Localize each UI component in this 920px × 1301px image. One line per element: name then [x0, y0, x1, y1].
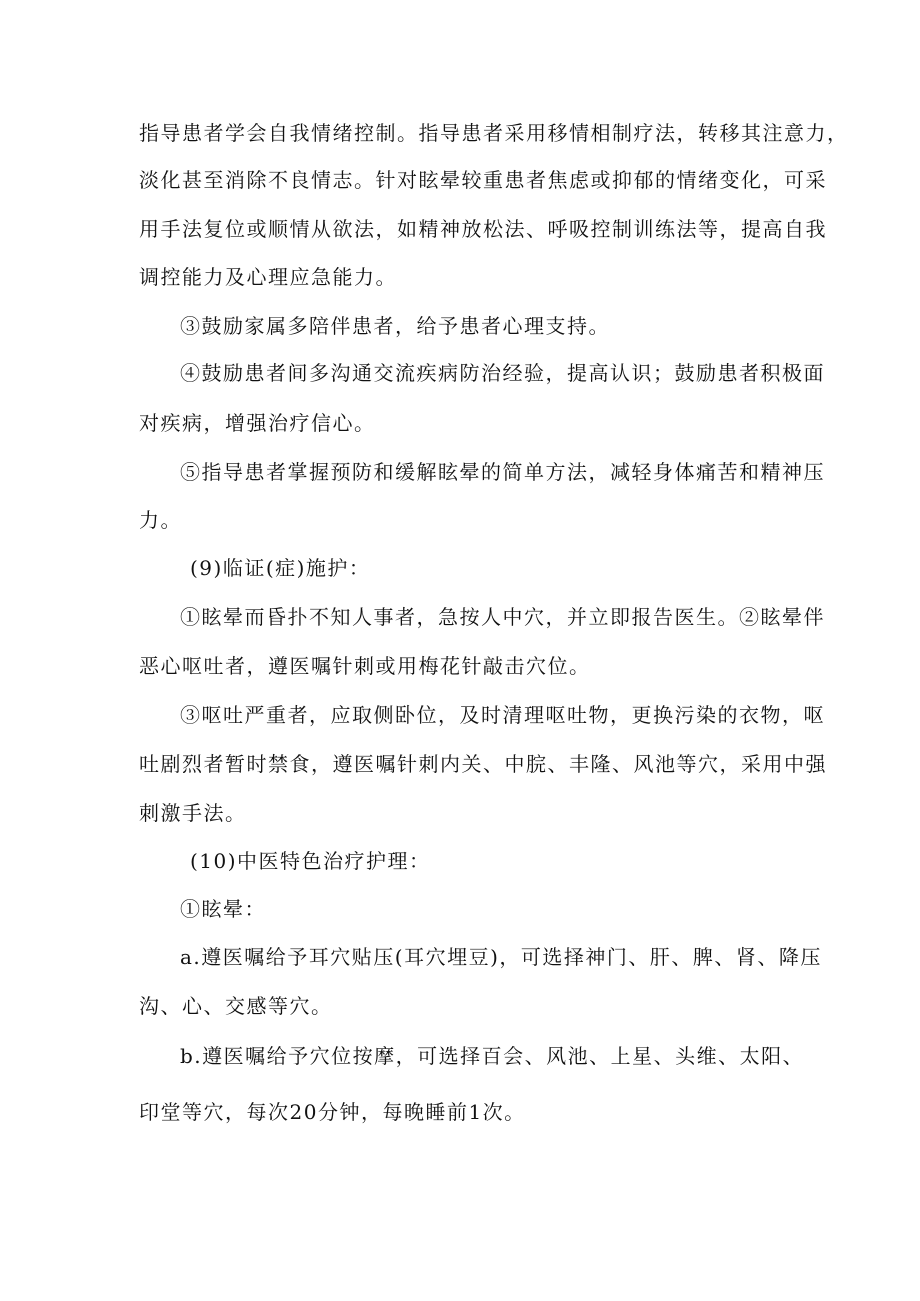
- section-9-line-1: ①眩晕而昏扑不知人事者，急按人中穴，并立即报告医生。②眩晕伴: [180, 605, 825, 629]
- section-10-item-1: ①眩晕：: [180, 897, 266, 921]
- section-9-item-3-line-3: 刺激手法。: [139, 801, 247, 825]
- section-10-b-line-2: 印堂等穴，每次20分钟，每晚睡前1次。: [139, 1100, 526, 1124]
- section-10-b-line-1: b.遵医嘱给予穴位按摩，可选择百会、风池、上星、头维、太阳、: [180, 1044, 805, 1068]
- item-4-line-2: 对疾病，增强治疗信心。: [139, 411, 376, 435]
- section-10-a-line-2: 沟、心、交感等穴。: [139, 994, 333, 1018]
- text-line-1: 指导患者学会自我情绪控制。指导患者采用移情相制疗法，转移其注意力，: [139, 121, 849, 145]
- section-10-heading: (10)中医特色治疗护理：: [190, 849, 431, 873]
- item-3-line: ③鼓励家属多陪伴患者，给予患者心理支持。: [180, 314, 610, 338]
- item-5-line-1: ⑤指导患者掌握预防和缓解眩晕的简单方法，减轻身体痛苦和精神压: [180, 460, 825, 484]
- text-line-3: 用手法复位或顺情从欲法，如精神放松法、呼吸控制训练法等，提高自我: [139, 217, 827, 241]
- item-4-line-1: ④鼓励患者间多沟通交流疾病防治经验，提高认识；鼓励患者积极面: [180, 361, 825, 385]
- text-line-2: 淡化甚至消除不良情志。针对眩晕较重患者焦虑或抑郁的情绪变化，可采: [139, 168, 827, 192]
- section-9-line-2: 恶心呕吐者，遵医嘱针刺或用梅花针敲击穴位。: [139, 654, 591, 678]
- item-5-line-2: 力。: [139, 508, 182, 532]
- section-10-a-line-1: a.遵医嘱给予耳穴贴压(耳穴埋豆)，可选择神门、肝、脾、肾、降压: [180, 945, 822, 969]
- section-9-item-3-line-2: 吐剧烈者暂时禁食，遵医嘱针刺内关、中脘、丰隆、风池等穴，采用中强: [139, 752, 827, 776]
- section-9-item-3-line-1: ③呕吐严重者，应取侧卧位，及时清理呕吐物，更换污染的衣物，呕: [180, 703, 825, 727]
- section-9-heading: (9)临证(症)施护：: [190, 556, 371, 580]
- text-line-4: 调控能力及心理应急能力。: [139, 265, 397, 289]
